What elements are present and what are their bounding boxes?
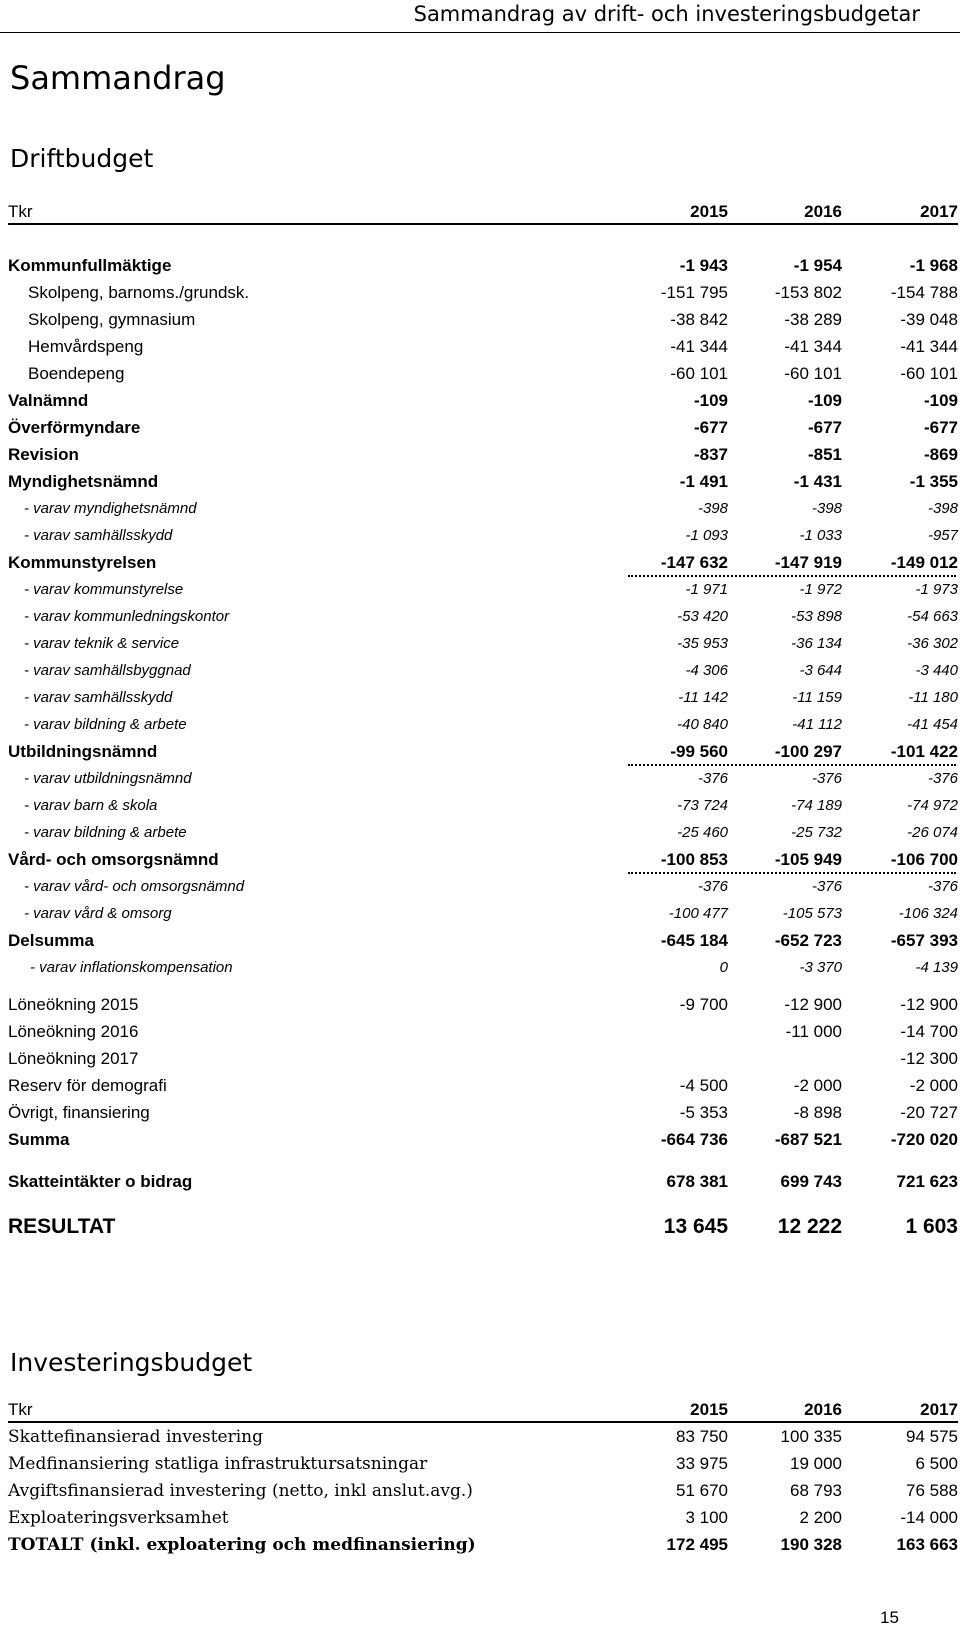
- drift-value-2016: -100 297: [774, 742, 842, 761]
- invest-row-label: Skattefinansierad investering: [8, 1427, 264, 1447]
- drift-value-2017: -1 973: [915, 581, 958, 598]
- invest-year-2016: 2016: [804, 1400, 842, 1419]
- drift-value-2015: -376: [697, 878, 728, 895]
- drift-value-2016: -11 000: [785, 1022, 842, 1041]
- drift-row: [8, 713, 958, 737]
- invest-value-2015: 83 750: [676, 1427, 728, 1446]
- drift-row-label: - varav vård & omsorg: [24, 905, 172, 922]
- drift-row: [8, 1128, 958, 1152]
- drift-value-2017: -11 180: [908, 689, 958, 706]
- page-number: 15: [880, 1608, 899, 1627]
- drift-value-2017: -12 900: [900, 995, 958, 1014]
- invest-row-label: Exploateringsverksamhet: [8, 1508, 229, 1528]
- drift-row: [8, 1170, 958, 1194]
- drift-value-2016: -8 898: [793, 1103, 842, 1122]
- drift-row: [8, 632, 958, 656]
- drift-row: [8, 686, 958, 710]
- drift-value-2016: -3 644: [799, 662, 842, 679]
- drift-value-2015: -11 142: [678, 689, 728, 706]
- drift-value-2016: -147 919: [774, 553, 842, 572]
- drift-value-2016: -41 112: [792, 716, 842, 733]
- drift-row-label: Delsumma: [8, 931, 94, 950]
- drift-value-2015: -5 353: [679, 1103, 728, 1122]
- drift-value-2017: -677: [923, 418, 958, 437]
- drift-value-2016: -687 521: [774, 1130, 842, 1149]
- drift-value-2017: -36 302: [907, 635, 958, 652]
- drift-row: [8, 551, 958, 575]
- drift-row: [8, 1047, 958, 1071]
- drift-value-2017: -41 344: [900, 337, 958, 356]
- drift-value-2017: -60 101: [900, 364, 958, 383]
- invest-row-label: TOTALT (inkl. exploatering och medfinansiering): [8, 1535, 476, 1555]
- drift-value-2017: -4 139: [915, 959, 958, 976]
- invest-header-row: [8, 1398, 958, 1422]
- drift-row-label: - varav vård- och omsorgsnämnd: [24, 878, 245, 895]
- drift-value-2016: -74 189: [791, 797, 842, 814]
- drift-row-label: - varav kommunledningskontor: [24, 608, 230, 625]
- drift-value-2017: -957: [927, 527, 958, 544]
- drift-row: [8, 389, 958, 413]
- drift-value-2016: -105 949: [774, 850, 842, 869]
- drift-value-2015: -1 943: [679, 256, 728, 275]
- drift-row: [8, 875, 958, 899]
- drift-row-label: - varav inflationskompensation: [30, 959, 233, 976]
- drift-row: [8, 956, 958, 980]
- subtotal-dotted-rule: [628, 575, 956, 577]
- drift-value-2015: -109: [693, 391, 728, 410]
- drift-value-2016: -109: [807, 391, 842, 410]
- drift-row: [8, 335, 958, 359]
- drift-row: [8, 308, 958, 332]
- drift-header-divider: [8, 223, 958, 225]
- drift-value-2015: -53 420: [677, 608, 728, 625]
- drift-value-2017: -398: [927, 500, 958, 517]
- invest-row: [8, 1452, 958, 1476]
- drift-value-2017: -101 422: [890, 742, 958, 761]
- drift-value-2015: 13 645: [663, 1215, 728, 1238]
- drift-value-2016: -12 900: [784, 995, 842, 1014]
- drift-value-2015: -4 500: [679, 1076, 728, 1095]
- drift-row: [8, 902, 958, 926]
- drift-row: [8, 794, 958, 818]
- drift-value-2015: -40 840: [677, 716, 728, 733]
- drift-value-2017: -106 700: [890, 850, 958, 869]
- drift-value-2015: -398: [697, 500, 728, 517]
- invest-year-2017: 2017: [920, 1400, 958, 1419]
- drift-value-2017: -41 454: [907, 716, 958, 733]
- drift-value-2015: -100 477: [668, 905, 728, 922]
- drift-row-label: - varav bildning & arbete: [24, 824, 187, 841]
- drift-row-label: Summa: [8, 1130, 70, 1149]
- drift-row: [8, 1212, 958, 1242]
- drift-value-2017: -12 300: [900, 1049, 958, 1068]
- drift-value-2015: -645 184: [660, 931, 728, 950]
- invest-value-2016: 100 335: [780, 1427, 842, 1446]
- invest-value-2017: 76 588: [906, 1481, 958, 1500]
- drift-row: [8, 1020, 958, 1044]
- invest-value-2015: 172 495: [666, 1535, 728, 1554]
- drift-row: [8, 929, 958, 953]
- drift-value-2017: -154 788: [890, 283, 958, 302]
- drift-row: [8, 416, 958, 440]
- running-header: Sammandrag av drift- och investeringsbudgetar: [413, 2, 920, 26]
- drift-row: [8, 740, 958, 764]
- drift-row-label: - varav kommunstyrelse: [24, 581, 184, 598]
- drift-row-label: Valnämnd: [8, 391, 89, 410]
- drift-row: [8, 362, 958, 386]
- drift-value-2016: -41 344: [784, 337, 842, 356]
- drift-header-row: [8, 200, 958, 224]
- invest-row: [8, 1479, 958, 1503]
- drift-value-2015: -1 491: [679, 472, 728, 491]
- drift-value-2016: -652 723: [774, 931, 842, 950]
- drift-value-2017: -106 324: [898, 905, 958, 922]
- drift-row-label: RESULTAT: [8, 1215, 116, 1238]
- drift-value-2015: -677: [693, 418, 728, 437]
- drift-value-2015: -837: [693, 445, 728, 464]
- drift-value-2016: 12 222: [777, 1215, 842, 1238]
- drift-row: [8, 470, 958, 494]
- drift-row-label: Löneökning 2017: [8, 1049, 139, 1068]
- drift-value-2016: -376: [811, 770, 842, 787]
- drift-row-label: Kommunfullmäktige: [8, 256, 172, 275]
- drift-value-2015: -99 560: [670, 742, 728, 761]
- drift-row-label: - varav myndighetsnämnd: [24, 500, 197, 517]
- drift-value-2017: -376: [927, 770, 958, 787]
- drift-year-2016: 2016: [804, 202, 842, 221]
- drift-value-2017: -869: [923, 445, 958, 464]
- invest-row: [8, 1506, 958, 1530]
- header-divider: [0, 32, 960, 33]
- drift-value-2017: -74 972: [907, 797, 958, 814]
- invest-value-2016: 2 200: [799, 1508, 842, 1527]
- drift-row-label: - varav barn & skola: [24, 797, 158, 814]
- subtotal-dotted-rule: [628, 872, 956, 874]
- drift-value-2017: -39 048: [900, 310, 958, 329]
- drift-row-label: Löneökning 2015: [8, 995, 139, 1014]
- drift-value-2016: -3 370: [799, 959, 842, 976]
- drift-row-label: Hemvårdspeng: [28, 337, 144, 356]
- drift-row-label: Övrigt, finansiering: [8, 1103, 150, 1122]
- invest-year-2015: 2015: [690, 1400, 728, 1419]
- drift-value-2017: -1 355: [909, 472, 958, 491]
- drift-row: [8, 1101, 958, 1125]
- invest-value-2016: 190 328: [780, 1535, 842, 1554]
- drift-row: [8, 767, 958, 791]
- drift-row-label: Boendepeng: [28, 364, 125, 383]
- drift-value-2015: -151 795: [660, 283, 728, 302]
- invest-row-label: Medfinansiering statliga infrastruktursatsningar: [8, 1454, 428, 1474]
- drift-value-2016: -1 033: [799, 527, 842, 544]
- drift-value-2016: -153 802: [774, 283, 842, 302]
- drift-value-2015: 678 381: [666, 1172, 728, 1191]
- drift-row-label: Myndighetsnämnd: [8, 472, 159, 491]
- drift-unit-label: Tkr: [8, 202, 33, 221]
- drift-row: [8, 497, 958, 521]
- drift-row-label: - varav samhällsskydd: [24, 689, 173, 706]
- invest-value-2017: 163 663: [896, 1535, 958, 1554]
- drift-value-2015: -38 842: [670, 310, 728, 329]
- drift-value-2015: -100 853: [660, 850, 728, 869]
- invest-value-2016: 68 793: [790, 1481, 842, 1500]
- invest-value-2015: 51 670: [676, 1481, 728, 1500]
- drift-value-2015: -73 724: [677, 797, 728, 814]
- drift-value-2017: -109: [923, 391, 958, 410]
- drift-row-label: Skatteintäkter o bidrag: [8, 1172, 193, 1191]
- drift-value-2015: -147 632: [660, 553, 728, 572]
- drift-value-2016: -53 898: [791, 608, 842, 625]
- drift-row-label: - varav utbildningsnämnd: [24, 770, 192, 787]
- drift-value-2015: -25 460: [677, 824, 728, 841]
- page-title: Sammandrag: [10, 59, 226, 97]
- drift-row: [8, 254, 958, 278]
- invest-row-label: Avgiftsfinansierad investering (netto, inkl anslut.avg.): [8, 1481, 473, 1501]
- invest-header-divider: [8, 1421, 958, 1423]
- drift-row: [8, 605, 958, 629]
- drift-value-2015: 0: [719, 959, 728, 976]
- drift-value-2017: -14 700: [900, 1022, 958, 1041]
- drift-value-2016: -25 732: [791, 824, 842, 841]
- drift-row-label: - varav samhällsbyggnad: [24, 662, 191, 679]
- subtotal-dotted-rule: [628, 764, 956, 766]
- drift-value-2017: -26 074: [907, 824, 958, 841]
- drift-row: [8, 993, 958, 1017]
- drift-row-label: - varav teknik & service: [24, 635, 180, 652]
- drift-value-2016: -105 573: [782, 905, 842, 922]
- drift-value-2017: 1 603: [905, 1215, 958, 1238]
- drift-value-2017: -149 012: [890, 553, 958, 572]
- drift-value-2015: -664 736: [660, 1130, 728, 1149]
- invest-heading: Investeringsbudget: [10, 1348, 253, 1377]
- drift-value-2016: -1 431: [793, 472, 842, 491]
- drift-row: [8, 281, 958, 305]
- drift-row-label: Överförmyndare: [8, 418, 141, 437]
- drift-value-2016: -36 134: [791, 635, 842, 652]
- invest-value-2016: 19 000: [790, 1454, 842, 1473]
- drift-value-2015: -1 093: [685, 527, 728, 544]
- drift-value-2017: -657 393: [890, 931, 958, 950]
- drift-value-2015: -376: [697, 770, 728, 787]
- drift-row: [8, 848, 958, 872]
- drift-value-2016: -60 101: [784, 364, 842, 383]
- invest-value-2015: 33 975: [676, 1454, 728, 1473]
- drift-row-label: Revision: [8, 445, 79, 464]
- drift-value-2016: -1 954: [793, 256, 842, 275]
- drift-value-2015: -4 306: [685, 662, 728, 679]
- invest-row: [8, 1425, 958, 1449]
- drift-value-2015: -9 700: [679, 995, 728, 1014]
- drift-row: [8, 1074, 958, 1098]
- drift-row: [8, 524, 958, 548]
- drift-value-2016: -398: [811, 500, 842, 517]
- drift-value-2017: -3 440: [915, 662, 958, 679]
- drift-value-2015: -35 953: [677, 635, 728, 652]
- drift-row: [8, 578, 958, 602]
- drift-value-2015: -41 344: [670, 337, 728, 356]
- drift-value-2017: 721 623: [896, 1172, 958, 1191]
- drift-value-2015: -60 101: [670, 364, 728, 383]
- drift-value-2016: -1 972: [799, 581, 842, 598]
- drift-row: [8, 659, 958, 683]
- drift-year-2017: 2017: [920, 202, 958, 221]
- invest-value-2017: 6 500: [915, 1454, 958, 1473]
- drift-heading: Driftbudget: [10, 144, 154, 173]
- drift-value-2017: -2 000: [909, 1076, 958, 1095]
- drift-value-2017: -720 020: [890, 1130, 958, 1149]
- invest-row: [8, 1533, 958, 1557]
- drift-value-2015: -1 971: [685, 581, 728, 598]
- drift-value-2016: 699 743: [780, 1172, 842, 1191]
- drift-year-2015: 2015: [690, 202, 728, 221]
- drift-value-2016: -376: [811, 878, 842, 895]
- drift-value-2016: -677: [807, 418, 842, 437]
- drift-value-2016: -2 000: [793, 1076, 842, 1095]
- drift-row-label: Skolpeng, gymnasium: [28, 310, 196, 329]
- drift-value-2017: -54 663: [907, 608, 958, 625]
- drift-row-label: Skolpeng, barnoms./grundsk.: [28, 283, 250, 302]
- invest-unit-label: Tkr: [8, 1400, 33, 1419]
- drift-row-label: - varav samhällsskydd: [24, 527, 173, 544]
- drift-row-label: Reserv för demografi: [8, 1076, 167, 1095]
- drift-value-2017: -20 727: [900, 1103, 958, 1122]
- invest-value-2017: 94 575: [906, 1427, 958, 1446]
- drift-value-2017: -1 968: [909, 256, 958, 275]
- invest-value-2017: -14 000: [900, 1508, 958, 1527]
- drift-row-label: Löneökning 2016: [8, 1022, 139, 1041]
- invest-value-2015: 3 100: [685, 1508, 728, 1527]
- drift-row-label: Vård- och omsorgsnämnd: [8, 850, 219, 869]
- drift-value-2016: -851: [807, 445, 842, 464]
- drift-row: [8, 821, 958, 845]
- drift-row-label: Kommunstyrelsen: [8, 553, 157, 572]
- drift-row-label: Utbildningsnämnd: [8, 742, 158, 761]
- drift-row-label: - varav bildning & arbete: [24, 716, 187, 733]
- drift-value-2016: -11 159: [792, 689, 842, 706]
- drift-row: [8, 443, 958, 467]
- drift-value-2016: -38 289: [784, 310, 842, 329]
- drift-value-2017: -376: [927, 878, 958, 895]
